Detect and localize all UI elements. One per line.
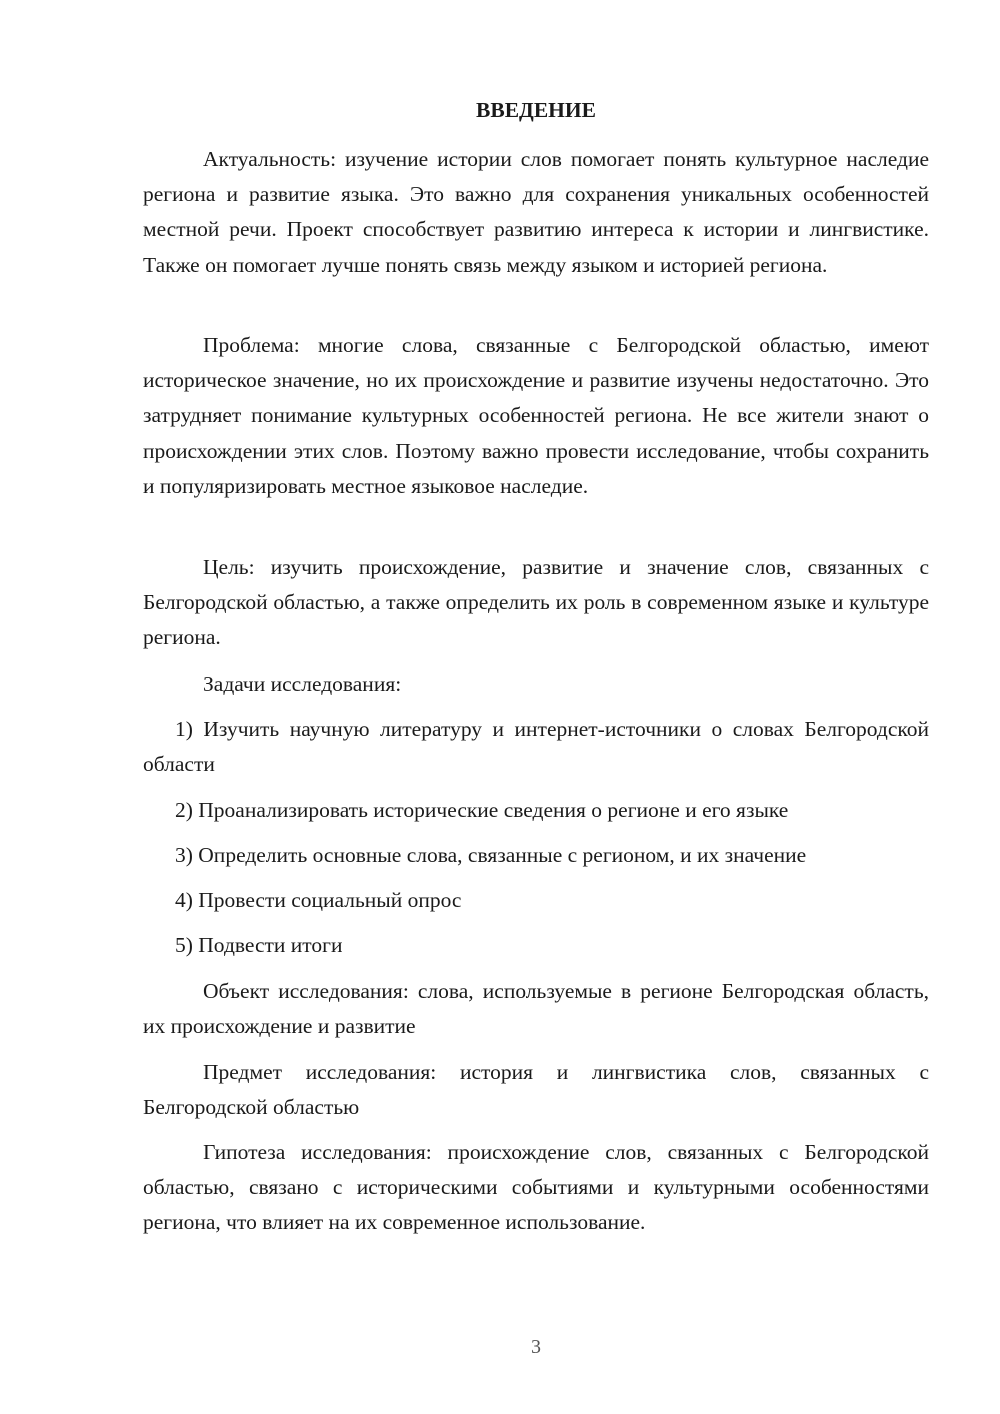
task-item-3: 3) Определить основные слова, связанные с регионом, и их значение [175,843,807,867]
page-number: 3 [531,1336,541,1358]
goal-paragraph-block [143,550,929,656]
tasks-heading-block [143,667,929,702]
task-item-1: 1) Изучить научную литературу и интернет-источники о словах Белгородской области [143,717,929,777]
object-paragraph-block [143,974,929,1044]
subject-paragraph-block [143,1055,929,1125]
task-item-4: 4) Провести социальный опрос [175,888,462,912]
problem-paragraph: Проблема: многие слова, связанные с Белгородской областью, имеют историческое значение, но их происхождение и развитие изучены недостаточно. Это затрудняет понимание культурных особенностей региона. Не все жители знают о происхождении этих слов. Поэтому важно провести исследование, чтобы сохранить и популяризировать местное языковое наследие. [143,333,929,498]
task-item-3-block [143,838,929,873]
task-item-2: 2) Проанализировать исторические сведения о регионе и его языке [175,798,789,822]
task-item-4-block [143,883,929,918]
goal-paragraph: Цель: изучить происхождение, развитие и значение слов, связанных с Белгородской областью, а также определить их роль в современном языке и культуре региона. [143,555,929,650]
object-paragraph: Объект исследования: слова, используемые в регионе Белгородская область, их происхождение и развитие [143,979,929,1039]
task-item-5: 5) Подвести итоги [175,933,343,957]
hypothesis-paragraph: Гипотеза исследования: происхождение слов, связанных с Белгородской областью, связано с историческими событиями и культурными особенностями региона, что влияет на их современное использование. [143,1140,929,1235]
task-item-5-block [143,928,929,963]
actuality-paragraph: Актуальность: изучение истории слов помогает понять культурное наследие региона и развитие языка. Это важно для сохранения уникальных особенностей местной речи. Проект способствует развитию интереса к истории и лингвистике. Также он помогает лучше понять связь между языком и историей региона. [143,147,929,277]
task-item-1-block [143,712,929,782]
subject-paragraph: Предмет исследования: история и лингвистика слов, связанных с Белгородской областью [143,1060,929,1120]
hypothesis-paragraph-block [143,1135,929,1241]
page-title: ВВЕДЕНИЕ [476,98,596,122]
tasks-heading: Задачи исследования: [203,672,402,696]
task-item-2-block [143,793,929,828]
problem-paragraph-block [143,328,929,504]
actuality-paragraph-block [143,142,929,283]
